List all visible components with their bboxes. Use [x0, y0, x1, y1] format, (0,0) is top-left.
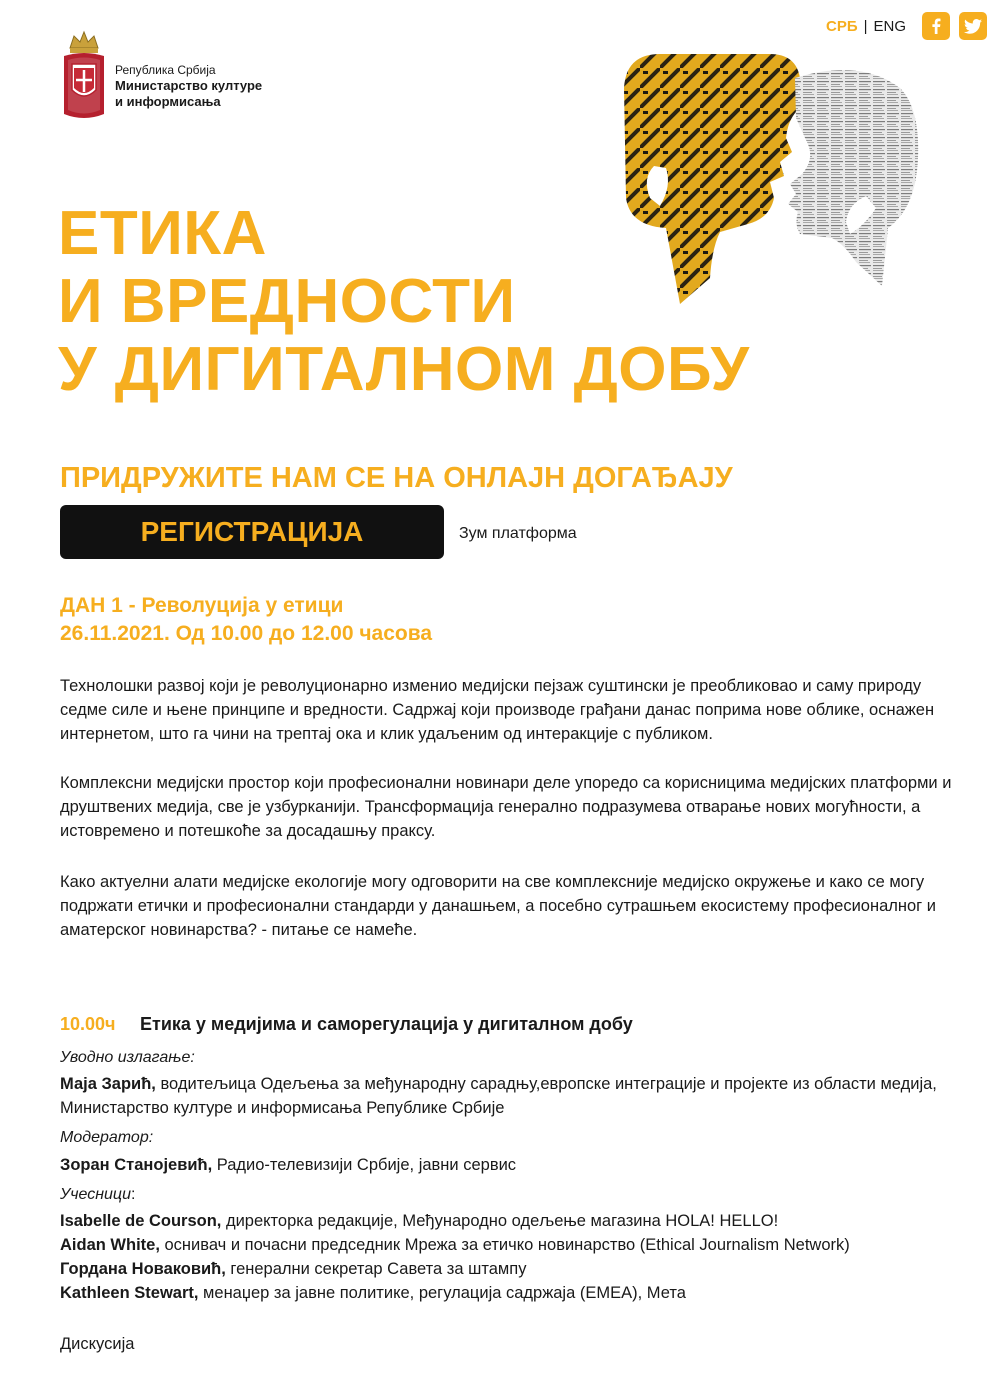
participant-desc: директорка редакције, Међународно одељење магазина HOLA! HELLO!	[221, 1212, 779, 1230]
language-switch	[826, 18, 906, 35]
lang-separator: |	[863, 18, 868, 35]
participant-name: Aidan White,	[60, 1236, 160, 1254]
serbian-coat-of-arms-icon	[60, 30, 108, 122]
facebook-icon	[929, 18, 943, 34]
ministry-name	[115, 62, 262, 110]
participants-label-text: Учесници	[60, 1186, 131, 1203]
paragraph: Технолошки развој који је револуционарно изменио медијски пејзаж суштински је преобликовао и саму природу седме силе и њене принципе и вредности. Садржај који производе грађани данас поприма нове облике, оснажен интернетом, што га чини на трептај ока и клик удаљеним од интеракције с публиком.	[60, 677, 935, 743]
day1-title: ДАН 1 - Револуција у етици	[60, 594, 344, 617]
participant	[60, 1257, 960, 1281]
day1-heading	[60, 592, 432, 648]
participant	[60, 1281, 960, 1305]
session-time: 10.00ч	[60, 1014, 116, 1034]
facebook-button[interactable]	[922, 12, 950, 40]
right-profile-bubble	[788, 70, 918, 286]
twitter-icon	[964, 19, 982, 34]
intro-speaker	[60, 1072, 960, 1120]
moderator-name: Зоран Станојевић,	[60, 1156, 213, 1174]
join-online-event-heading: ПРИДРУЖИТЕ НАМ СЕ НА ОНЛАЈН ДОГАЂАЈУ	[60, 462, 733, 494]
participants-label-colon: :	[130, 1186, 136, 1203]
day1-date: 26.11.2021. Од 10.00 до 12.00 часова	[60, 622, 433, 645]
ministry-logo[interactable]	[60, 30, 300, 125]
participant	[60, 1209, 960, 1233]
intro-speaker-name: Маја Зарић,	[60, 1075, 156, 1093]
hero-title	[58, 200, 750, 404]
registration-button[interactable]: РЕГИСТРАЦИЈА	[60, 505, 444, 559]
participant-name: Гордана Новаковић,	[60, 1260, 226, 1278]
lang-eng-link[interactable]: ENG	[873, 18, 907, 35]
hero-title-line3: У ДИГИТАЛНОМ ДОБУ	[58, 335, 750, 404]
discussion-label: Дискусија	[60, 1335, 135, 1353]
participant	[60, 1233, 960, 1257]
hero-title-line2: И ВРЕДНОСТИ	[58, 267, 516, 336]
intro-label: Уводно излагање:	[60, 1049, 195, 1066]
participant-desc: генерални секретар Савета за штампу	[225, 1260, 527, 1278]
participants-label	[60, 1186, 135, 1204]
moderator-label: Модератор:	[60, 1129, 154, 1146]
ministry-name-line1: Република Србија	[115, 63, 216, 77]
twitter-button[interactable]	[959, 12, 987, 40]
participant-name: Isabelle de Courson,	[60, 1212, 222, 1230]
lang-srb-link[interactable]: СРБ	[826, 18, 858, 35]
paragraph: Како актуелни алати медијске екологије могу одговорити на све комплексније медијско окружење и како се могу подржати етички и професионални стандарди у данашњем, а посебно сутрашњем екосистему професионалног и аматерског новинарства? - питање се намеће.	[60, 873, 936, 939]
ministry-name-line3: и информисања	[115, 94, 221, 109]
moderator	[60, 1153, 960, 1177]
participant-name: Kathleen Stewart,	[60, 1284, 199, 1302]
ministry-name-line2: Министарство културе	[115, 78, 263, 93]
participant-desc: оснивач и почасни председник Мрежа за етичко новинарство (Ethical Journalism Network)	[159, 1236, 850, 1254]
intro-speaker-desc: водитељица Одељења за међународну сарадњу,европске интеграције и пројекте из области медија, Министарство културе и информисања Републике Србије	[60, 1075, 937, 1117]
moderator-desc: Радио-телевизији Србије, јавни сервис	[212, 1156, 517, 1174]
session-title: Етика у медијима и саморегулација у дигиталном добу	[140, 1014, 633, 1034]
hero-title-line1: ЕТИКА	[58, 199, 267, 268]
participant-desc: менаџер за јавне политике, регулација садржаја (EMEA), Мета	[198, 1284, 686, 1302]
platform-label: Зум платформа	[459, 525, 577, 542]
paragraph: Комплексни медијски простор који професионални новинари деле упоредо са корисницима медијских платформи и друштвених медија, све је узбурканији. Трансформација генерално подразумева отварање нових могућности, а истовремено и потешкоће за досадашњу праксу.	[60, 774, 952, 840]
